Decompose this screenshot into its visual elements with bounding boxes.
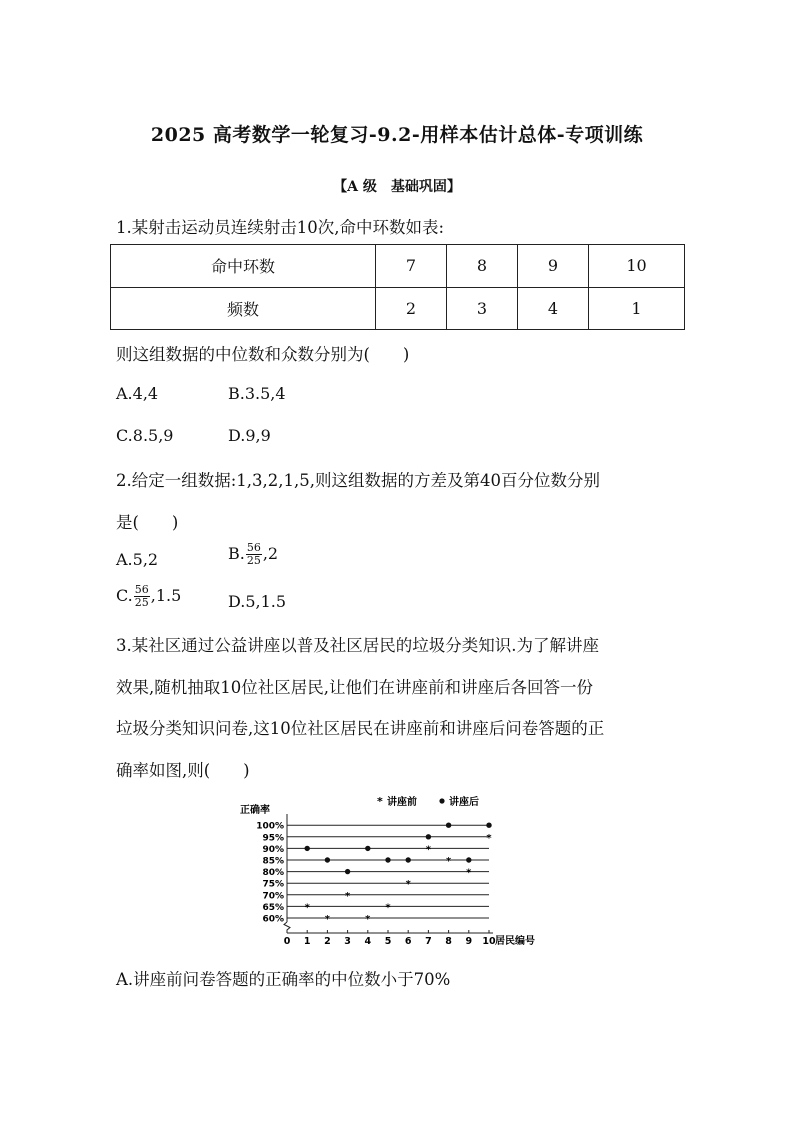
point-after-lecture <box>446 823 451 828</box>
q3-stem-line4: 确率如图,则( ) <box>116 761 250 780</box>
q2-option-a: A.5,2 <box>116 550 159 569</box>
option-value: ,2 <box>262 544 279 563</box>
point-after-lecture <box>345 869 350 874</box>
table-cell: 4 <box>518 287 589 330</box>
point-after-lecture <box>466 857 471 862</box>
q2-option-b <box>228 542 278 567</box>
point-before-lecture: * <box>365 914 371 925</box>
x-tick-label: 1 <box>303 936 311 947</box>
option-label: C. <box>116 586 133 605</box>
q1-option-d: D.9,9 <box>228 426 271 445</box>
q2-option-c <box>116 584 181 609</box>
q2-stem-line2: 是( ) <box>116 513 179 532</box>
y-tick-label: 65% <box>262 902 284 913</box>
point-before-lecture: * <box>466 867 472 879</box>
fraction <box>246 542 262 567</box>
x-tick-label: 7 <box>425 936 432 947</box>
y-tick-label: 85% <box>262 856 284 867</box>
table-cell: 2 <box>376 287 447 330</box>
y-tick-label: 95% <box>262 833 284 844</box>
x-tick-label: 4 <box>364 936 372 947</box>
legend-after-marker <box>439 798 444 803</box>
q3-stem-line1: 3.某社区通过公益讲座以普及社区居民的垃圾分类知识.为了解讲座 <box>116 636 599 655</box>
q1-option-c: C.8.5,9 <box>116 426 174 445</box>
fraction-numerator: 56 <box>246 541 261 554</box>
fraction-numerator: 56 <box>134 583 149 596</box>
point-before-lecture: * <box>405 879 411 891</box>
x-tick-label: 9 <box>465 936 473 947</box>
table-row <box>111 245 685 288</box>
page-title: 2025 高考数学一轮复习-9.2-用样本估计总体-专项训练 <box>150 124 644 146</box>
y-tick-label: 70% <box>262 891 284 902</box>
table-cell: 3 <box>447 287 518 330</box>
table-cell: 9 <box>518 245 589 288</box>
point-before-lecture: * <box>486 832 492 844</box>
q1-option-a: A.4,4 <box>116 384 159 403</box>
q1-option-b: B.3.5,4 <box>228 384 286 403</box>
x-tick-label: 6 <box>404 936 412 947</box>
point-before-lecture: * <box>445 856 452 867</box>
option-value: ,1.5 <box>150 586 182 605</box>
section-level-heading: 【A 级 基础巩固】 <box>333 179 461 195</box>
fraction-denominator: 25 <box>246 554 261 567</box>
point-after-lecture <box>305 846 310 851</box>
y-tick-label: 75% <box>262 879 284 890</box>
legend <box>377 795 479 808</box>
legend-before-marker: * <box>377 795 383 808</box>
table-header-cell: 命中环数 <box>111 245 376 288</box>
point-after-lecture <box>406 857 411 862</box>
point-after-lecture <box>385 857 390 862</box>
x-tick-label: 8 <box>445 936 452 947</box>
x-axis-label: 居民编号 <box>495 936 535 947</box>
q3-stem-line2: 效果,随机抽取10位社区居民,让他们在讲座前和讲座后各回答一份 <box>116 678 593 697</box>
x-tick-label: 10 <box>482 936 496 947</box>
x-tick-label: 0 <box>283 936 291 947</box>
point-after-lecture <box>365 846 370 851</box>
table-cell: 10 <box>589 245 685 288</box>
legend-before-label: 讲座前 <box>387 797 417 808</box>
table-row <box>111 287 685 330</box>
q3-stem-line3: 垃圾分类知识问卷,这10位社区居民在讲座前和讲座后问卷答题的正 <box>116 719 605 738</box>
point-before-lecture: * <box>324 914 331 925</box>
y-axis-label: 正确率 <box>240 805 270 816</box>
table-cell: 1 <box>589 287 685 330</box>
q2-option-d: D.5,1.5 <box>228 592 287 611</box>
point-before-lecture: * <box>304 902 310 914</box>
x-tick-label: 3 <box>344 936 351 947</box>
option-label: B. <box>228 544 245 563</box>
point-after-lecture <box>486 823 491 828</box>
y-tick-label: 90% <box>262 844 284 855</box>
q1-stem: 1.某射击运动员连续射击10次,命中环数如表: <box>116 218 445 237</box>
q1-question: 则这组数据的中位数和众数分别为( ) <box>116 345 410 364</box>
point-before-lecture: * <box>344 890 351 902</box>
fraction <box>134 584 150 609</box>
y-tick-label: 100% <box>256 821 284 832</box>
fraction-denominator: 25 <box>134 596 149 609</box>
point-after-lecture <box>325 857 330 862</box>
table-cell: 7 <box>376 245 447 288</box>
q3-option-a: A.讲座前问卷答题的正确率的中位数小于70% <box>116 970 451 989</box>
q2-stem-line1: 2.给定一组数据:1,3,2,1,5,则这组数据的方差及第40百分位数分别 <box>116 471 601 490</box>
table-header-cell: 频数 <box>111 287 376 330</box>
x-tick-label: 2 <box>324 936 331 947</box>
table-cell: 8 <box>447 245 518 288</box>
point-before-lecture: * <box>425 844 432 856</box>
y-tick-label: 80% <box>262 868 284 879</box>
y-tick-label: 60% <box>262 914 284 925</box>
x-tick-label: 5 <box>384 936 392 947</box>
accuracy-scatter-chart <box>238 788 558 948</box>
point-after-lecture <box>426 834 431 839</box>
legend-after-label: 讲座后 <box>449 797 479 808</box>
q1-frequency-table <box>110 244 685 330</box>
point-before-lecture: * <box>385 902 391 914</box>
